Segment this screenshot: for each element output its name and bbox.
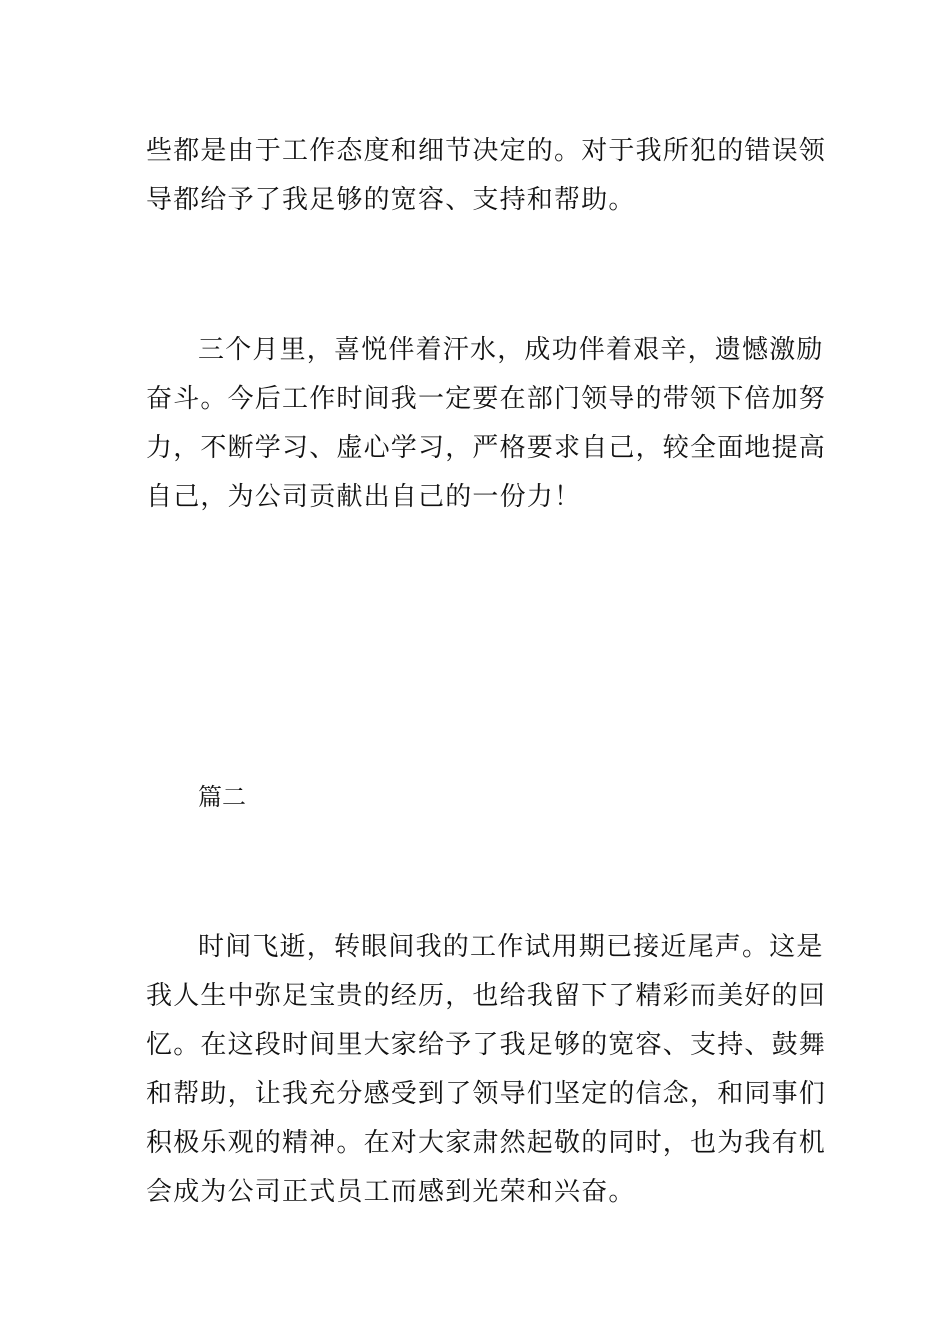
paragraph-line: 自己，为公司贡献出自己的一份力！ — [146, 482, 582, 512]
paragraph-line: 会成为公司正式员工而感到光荣和兴奋。 — [146, 1177, 636, 1207]
section-heading: 篇二 — [198, 783, 246, 811]
paragraph-line: 积极乐观的精神。在对大家肃然起敬的同时，也为我有机 — [146, 1128, 827, 1158]
paragraph-line: 导都给予了我足够的宽容、支持和帮助。 — [146, 185, 636, 215]
paragraph-line: 些都是由于工作态度和细节决定的。对于我所犯的错误领 — [146, 136, 827, 166]
paragraph-line: 时间飞逝，转眼间我的工作试用期已接近尾声。这是 — [198, 932, 824, 962]
paragraph-line: 和帮助，让我充分感受到了领导们坚定的信念，和同事们 — [146, 1079, 827, 1109]
paragraph-line: 忆。在这段时间里大家给予了我足够的宽容、支持、鼓舞 — [146, 1030, 827, 1060]
paragraph-line: 力，不断学习、虚心学习，严格要求自己，较全面地提高 — [146, 433, 827, 463]
paragraph-line: 我人生中弥足宝贵的经历，也给我留下了精彩而美好的回 — [146, 981, 827, 1011]
paragraph-line: 三个月里，喜悦伴着汗水，成功伴着艰辛，遗憾激励 — [198, 335, 824, 365]
paragraph-line: 奋斗。今后工作时间我一定要在部门领导的带领下倍加努 — [146, 384, 827, 414]
